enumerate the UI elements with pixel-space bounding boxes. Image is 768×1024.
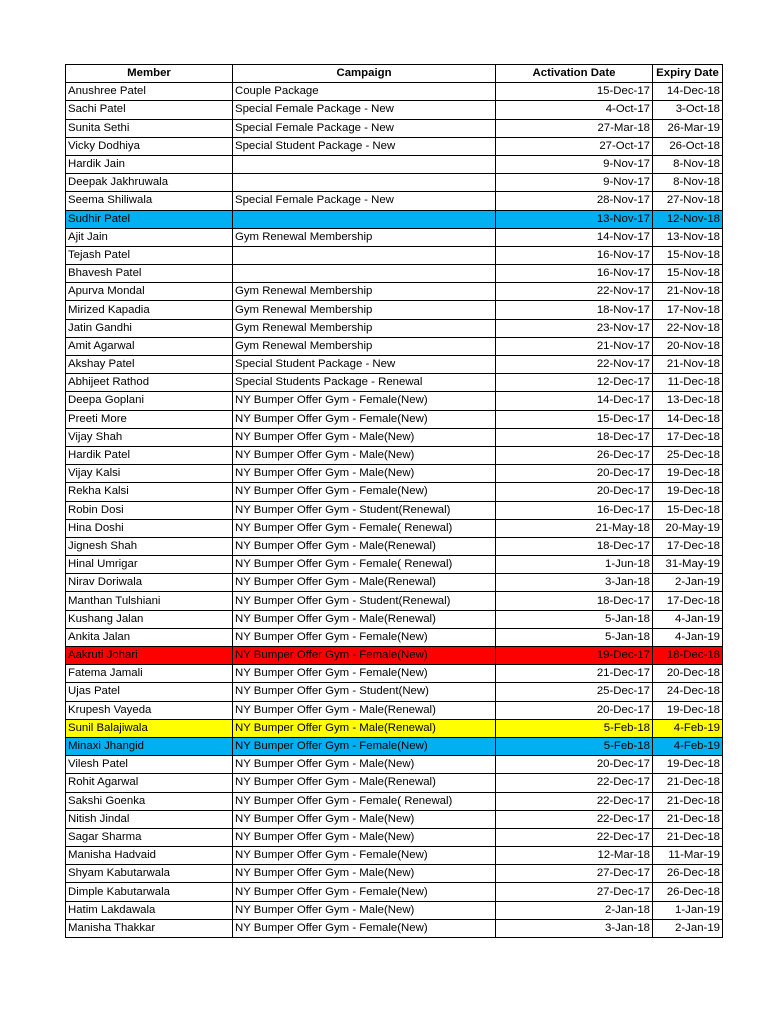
campaign-cell: NY Bumper Offer Gym - Female(New) [233, 392, 496, 410]
campaign-cell: NY Bumper Offer Gym - Male(Renewal) [233, 574, 496, 592]
activation-date-cell: 26-Dec-17 [496, 446, 653, 464]
member-cell: Minaxi Jhangid [66, 737, 233, 755]
campaign-cell: Special Female Package - New [233, 192, 496, 210]
campaign-cell: NY Bumper Offer Gym - Male(New) [233, 465, 496, 483]
member-cell: Sunita Sethi [66, 119, 233, 137]
campaign-cell [233, 246, 496, 264]
table-row [66, 919, 723, 937]
table-row [66, 101, 723, 119]
activation-date-cell: 12-Mar-18 [496, 847, 653, 865]
table-row [66, 301, 723, 319]
member-cell: Manthan Tulshiani [66, 592, 233, 610]
table-row [66, 537, 723, 555]
activation-date-cell: 5-Feb-18 [496, 719, 653, 737]
table-row [66, 83, 723, 101]
campaign-cell: NY Bumper Offer Gym - Student(New) [233, 683, 496, 701]
campaign-cell: NY Bumper Offer Gym - Female(New) [233, 628, 496, 646]
campaign-cell: NY Bumper Offer Gym - Male(New) [233, 428, 496, 446]
activation-date-cell: 18-Dec-17 [496, 537, 653, 555]
expiry-date-cell: 13-Dec-18 [653, 392, 723, 410]
activation-date-cell: 22-Dec-17 [496, 810, 653, 828]
campaign-cell: NY Bumper Offer Gym - Male(Renewal) [233, 701, 496, 719]
campaign-cell: NY Bumper Offer Gym - Male(New) [233, 828, 496, 846]
campaign-cell: NY Bumper Offer Gym - Female(New) [233, 665, 496, 683]
header-row [66, 65, 723, 83]
campaign-cell: NY Bumper Offer Gym - Male(New) [233, 901, 496, 919]
expiry-date-cell: 4-Feb-19 [653, 719, 723, 737]
activation-date-cell: 22-Dec-17 [496, 774, 653, 792]
campaign-cell: NY Bumper Offer Gym - Male(New) [233, 810, 496, 828]
table-row [66, 392, 723, 410]
expiry-date-cell: 13-Nov-18 [653, 228, 723, 246]
table-row [66, 337, 723, 355]
member-cell: Vilesh Patel [66, 756, 233, 774]
expiry-date-cell: 22-Nov-18 [653, 319, 723, 337]
expiry-date-cell: 31-May-19 [653, 556, 723, 574]
member-cell: Abhijeet Rathod [66, 374, 233, 392]
activation-date-cell: 22-Nov-17 [496, 283, 653, 301]
expiry-date-cell: 11-Mar-19 [653, 847, 723, 865]
expiry-date-cell: 21-Nov-18 [653, 356, 723, 374]
expiry-date-cell: 4-Feb-19 [653, 737, 723, 755]
campaign-cell: Gym Renewal Membership [233, 301, 496, 319]
table-row [66, 356, 723, 374]
expiry-date-cell: 26-Dec-18 [653, 883, 723, 901]
expiry-date-cell: 21-Dec-18 [653, 810, 723, 828]
campaign-cell: Gym Renewal Membership [233, 228, 496, 246]
table-row [66, 737, 723, 755]
expiry-date-cell: 14-Dec-18 [653, 83, 723, 101]
table-row [66, 883, 723, 901]
member-cell: Anushree Patel [66, 83, 233, 101]
table-row [66, 465, 723, 483]
campaign-cell: NY Bumper Offer Gym - Female( Renewal) [233, 556, 496, 574]
table-row [66, 592, 723, 610]
activation-date-cell: 22-Nov-17 [496, 356, 653, 374]
activation-date-cell: 21-Dec-17 [496, 665, 653, 683]
expiry-date-cell: 15-Nov-18 [653, 246, 723, 264]
member-cell: Preeti More [66, 410, 233, 428]
expiry-date-cell: 26-Oct-18 [653, 137, 723, 155]
activation-date-cell: 20-Dec-17 [496, 465, 653, 483]
member-cell: Ankita Jalan [66, 628, 233, 646]
activation-date-cell: 9-Nov-17 [496, 174, 653, 192]
table-row [66, 265, 723, 283]
member-cell: Hina Doshi [66, 519, 233, 537]
campaign-cell: NY Bumper Offer Gym - Male(New) [233, 756, 496, 774]
member-cell: Nitish Jindal [66, 810, 233, 828]
member-cell: Aakruti Johari [66, 647, 233, 665]
campaign-cell: NY Bumper Offer Gym - Male(Renewal) [233, 774, 496, 792]
table-row [66, 828, 723, 846]
activation-date-cell: 16-Nov-17 [496, 246, 653, 264]
activation-date-cell: 20-Dec-17 [496, 701, 653, 719]
member-cell: Robin Dosi [66, 501, 233, 519]
expiry-date-cell: 19-Dec-18 [653, 701, 723, 719]
campaign-cell: Special Students Package - Renewal [233, 374, 496, 392]
expiry-date-cell: 21-Nov-18 [653, 283, 723, 301]
table-row [66, 628, 723, 646]
expiry-date-cell: 21-Dec-18 [653, 828, 723, 846]
campaign-cell: NY Bumper Offer Gym - Male(Renewal) [233, 719, 496, 737]
activation-date-cell: 13-Nov-17 [496, 210, 653, 228]
member-cell: Sudhir Patel [66, 210, 233, 228]
campaign-cell: Special Female Package - New [233, 119, 496, 137]
table-row [66, 810, 723, 828]
activation-date-cell: 21-Nov-17 [496, 337, 653, 355]
activation-date-cell: 28-Nov-17 [496, 192, 653, 210]
expiry-date-cell: 18-Dec-18 [653, 647, 723, 665]
activation-date-cell: 5-Jan-18 [496, 610, 653, 628]
activation-date-cell: 16-Nov-17 [496, 265, 653, 283]
activation-date-cell: 14-Nov-17 [496, 228, 653, 246]
campaign-cell: Gym Renewal Membership [233, 319, 496, 337]
activation-date-cell: 22-Dec-17 [496, 828, 653, 846]
member-cell: Vijay Shah [66, 428, 233, 446]
activation-date-cell: 2-Jan-18 [496, 901, 653, 919]
member-cell: Deepa Goplani [66, 392, 233, 410]
expiry-date-cell: 19-Dec-18 [653, 756, 723, 774]
expiry-date-cell: 2-Jan-19 [653, 919, 723, 937]
expiry-date-cell: 17-Dec-18 [653, 428, 723, 446]
table-row [66, 501, 723, 519]
expiry-date-cell: 17-Dec-18 [653, 592, 723, 610]
activation-date-cell: 3-Jan-18 [496, 919, 653, 937]
table-row [66, 610, 723, 628]
activation-date-cell: 27-Mar-18 [496, 119, 653, 137]
table-row [66, 410, 723, 428]
header-activation-date: Activation Date [496, 65, 653, 83]
table-row [66, 319, 723, 337]
table-row [66, 774, 723, 792]
campaign-cell: NY Bumper Offer Gym - Student(Renewal) [233, 592, 496, 610]
activation-date-cell: 14-Dec-17 [496, 392, 653, 410]
table-row [66, 901, 723, 919]
table-row [66, 719, 723, 737]
header-campaign: Campaign [233, 65, 496, 83]
campaign-cell: Gym Renewal Membership [233, 337, 496, 355]
table-row [66, 647, 723, 665]
table-row [66, 246, 723, 264]
expiry-date-cell: 4-Jan-19 [653, 610, 723, 628]
expiry-date-cell: 8-Nov-18 [653, 155, 723, 173]
member-cell: Manisha Thakkar [66, 919, 233, 937]
activation-date-cell: 18-Nov-17 [496, 301, 653, 319]
table-row [66, 701, 723, 719]
expiry-date-cell: 26-Mar-19 [653, 119, 723, 137]
campaign-cell: NY Bumper Offer Gym - Female(New) [233, 647, 496, 665]
expiry-date-cell: 1-Jan-19 [653, 901, 723, 919]
activation-date-cell: 27-Dec-17 [496, 883, 653, 901]
member-cell: Hardik Patel [66, 446, 233, 464]
member-cell: Hardik Jain [66, 155, 233, 173]
table-row [66, 137, 723, 155]
table-body [66, 83, 723, 938]
campaign-cell: NY Bumper Offer Gym - Female(New) [233, 483, 496, 501]
table-row [66, 446, 723, 464]
activation-date-cell: 12-Dec-17 [496, 374, 653, 392]
activation-date-cell: 18-Dec-17 [496, 428, 653, 446]
expiry-date-cell: 15-Nov-18 [653, 265, 723, 283]
member-cell: Jignesh Shah [66, 537, 233, 555]
table-row [66, 483, 723, 501]
header-member: Member [66, 65, 233, 83]
campaign-cell: NY Bumper Offer Gym - Female(New) [233, 737, 496, 755]
campaign-cell [233, 155, 496, 173]
campaign-cell [233, 174, 496, 192]
member-cell: Rohit Agarwal [66, 774, 233, 792]
campaign-cell: NY Bumper Offer Gym - Female( Renewal) [233, 792, 496, 810]
table-row [66, 574, 723, 592]
campaign-cell: NY Bumper Offer Gym - Student(Renewal) [233, 501, 496, 519]
table-row [66, 847, 723, 865]
activation-date-cell: 16-Dec-17 [496, 501, 653, 519]
member-cell: Dimple Kabutarwala [66, 883, 233, 901]
expiry-date-cell: 4-Jan-19 [653, 628, 723, 646]
table-row [66, 374, 723, 392]
member-cell: Sagar Sharma [66, 828, 233, 846]
activation-date-cell: 3-Jan-18 [496, 574, 653, 592]
table-row [66, 210, 723, 228]
table-row [66, 683, 723, 701]
expiry-date-cell: 27-Nov-18 [653, 192, 723, 210]
campaign-cell: NY Bumper Offer Gym - Female(New) [233, 883, 496, 901]
activation-date-cell: 21-May-18 [496, 519, 653, 537]
campaign-cell: NY Bumper Offer Gym - Male(Renewal) [233, 537, 496, 555]
campaign-cell: Gym Renewal Membership [233, 283, 496, 301]
member-cell: Manisha Hadvaid [66, 847, 233, 865]
activation-date-cell: 4-Oct-17 [496, 101, 653, 119]
campaign-cell: NY Bumper Offer Gym - Male(New) [233, 865, 496, 883]
member-cell: Sachi Patel [66, 101, 233, 119]
activation-date-cell: 19-Dec-17 [496, 647, 653, 665]
activation-date-cell: 5-Feb-18 [496, 737, 653, 755]
expiry-date-cell: 17-Nov-18 [653, 301, 723, 319]
table-row [66, 228, 723, 246]
expiry-date-cell: 2-Jan-19 [653, 574, 723, 592]
member-cell: Bhavesh Patel [66, 265, 233, 283]
expiry-date-cell: 19-Dec-18 [653, 465, 723, 483]
member-cell: Ajit Jain [66, 228, 233, 246]
campaign-cell: Special Female Package - New [233, 101, 496, 119]
table-row [66, 792, 723, 810]
expiry-date-cell: 12-Nov-18 [653, 210, 723, 228]
campaign-cell: NY Bumper Offer Gym - Male(New) [233, 446, 496, 464]
activation-date-cell: 18-Dec-17 [496, 592, 653, 610]
campaign-cell: NY Bumper Offer Gym - Female( Renewal) [233, 519, 496, 537]
table-row [66, 519, 723, 537]
member-cell: Mirized Kapadia [66, 301, 233, 319]
table-row [66, 556, 723, 574]
table-header [66, 65, 723, 83]
table-row [66, 428, 723, 446]
expiry-date-cell: 20-Dec-18 [653, 665, 723, 683]
campaign-cell [233, 210, 496, 228]
member-cell: Fatema Jamali [66, 665, 233, 683]
table-row [66, 192, 723, 210]
member-cell: Amit Agarwal [66, 337, 233, 355]
table-row [66, 756, 723, 774]
activation-date-cell: 15-Dec-17 [496, 410, 653, 428]
table-row [66, 174, 723, 192]
expiry-date-cell: 11-Dec-18 [653, 374, 723, 392]
member-cell: Sakshi Goenka [66, 792, 233, 810]
activation-date-cell: 23-Nov-17 [496, 319, 653, 337]
member-cell: Rekha Kalsi [66, 483, 233, 501]
table-row [66, 119, 723, 137]
activation-date-cell: 1-Jun-18 [496, 556, 653, 574]
member-cell: Jatin Gandhi [66, 319, 233, 337]
activation-date-cell: 15-Dec-17 [496, 83, 653, 101]
member-cell: Vijay Kalsi [66, 465, 233, 483]
member-cell: Tejash Patel [66, 246, 233, 264]
member-cell: Seema Shiliwala [66, 192, 233, 210]
campaign-cell: NY Bumper Offer Gym - Female(New) [233, 847, 496, 865]
expiry-date-cell: 21-Dec-18 [653, 774, 723, 792]
expiry-date-cell: 17-Dec-18 [653, 537, 723, 555]
expiry-date-cell: 8-Nov-18 [653, 174, 723, 192]
member-cell: Hatim Lakdawala [66, 901, 233, 919]
activation-date-cell: 27-Oct-17 [496, 137, 653, 155]
expiry-date-cell: 24-Dec-18 [653, 683, 723, 701]
activation-date-cell: 20-Dec-17 [496, 756, 653, 774]
expiry-date-cell: 26-Dec-18 [653, 865, 723, 883]
expiry-date-cell: 19-Dec-18 [653, 483, 723, 501]
campaign-cell [233, 265, 496, 283]
table-row [66, 155, 723, 173]
activation-date-cell: 27-Dec-17 [496, 865, 653, 883]
member-cell: Vicky Dodhiya [66, 137, 233, 155]
header-expiry-date: Expiry Date [653, 65, 723, 83]
expiry-date-cell: 25-Dec-18 [653, 446, 723, 464]
member-cell: Shyam Kabutarwala [66, 865, 233, 883]
campaign-cell: NY Bumper Offer Gym - Female(New) [233, 919, 496, 937]
expiry-date-cell: 20-May-19 [653, 519, 723, 537]
expiry-date-cell: 21-Dec-18 [653, 792, 723, 810]
activation-date-cell: 5-Jan-18 [496, 628, 653, 646]
member-cell: Apurva Mondal [66, 283, 233, 301]
expiry-date-cell: 14-Dec-18 [653, 410, 723, 428]
campaign-cell: Couple Package [233, 83, 496, 101]
member-cell: Krupesh Vayeda [66, 701, 233, 719]
campaign-cell: NY Bumper Offer Gym - Male(Renewal) [233, 610, 496, 628]
campaign-cell: Special Student Package - New [233, 356, 496, 374]
membership-table [65, 64, 723, 938]
activation-date-cell: 9-Nov-17 [496, 155, 653, 173]
member-cell: Sunil Balajiwala [66, 719, 233, 737]
activation-date-cell: 22-Dec-17 [496, 792, 653, 810]
member-cell: Nirav Doriwala [66, 574, 233, 592]
member-cell: Kushang Jalan [66, 610, 233, 628]
member-cell: Ujas Patel [66, 683, 233, 701]
activation-date-cell: 25-Dec-17 [496, 683, 653, 701]
expiry-date-cell: 3-Oct-18 [653, 101, 723, 119]
expiry-date-cell: 20-Nov-18 [653, 337, 723, 355]
member-cell: Hinal Umrigar [66, 556, 233, 574]
table-row [66, 665, 723, 683]
table-row [66, 865, 723, 883]
activation-date-cell: 20-Dec-17 [496, 483, 653, 501]
member-cell: Akshay Patel [66, 356, 233, 374]
campaign-cell: NY Bumper Offer Gym - Female(New) [233, 410, 496, 428]
expiry-date-cell: 15-Dec-18 [653, 501, 723, 519]
table-row [66, 283, 723, 301]
campaign-cell: Special Student Package - New [233, 137, 496, 155]
member-cell: Deepak Jakhruwala [66, 174, 233, 192]
